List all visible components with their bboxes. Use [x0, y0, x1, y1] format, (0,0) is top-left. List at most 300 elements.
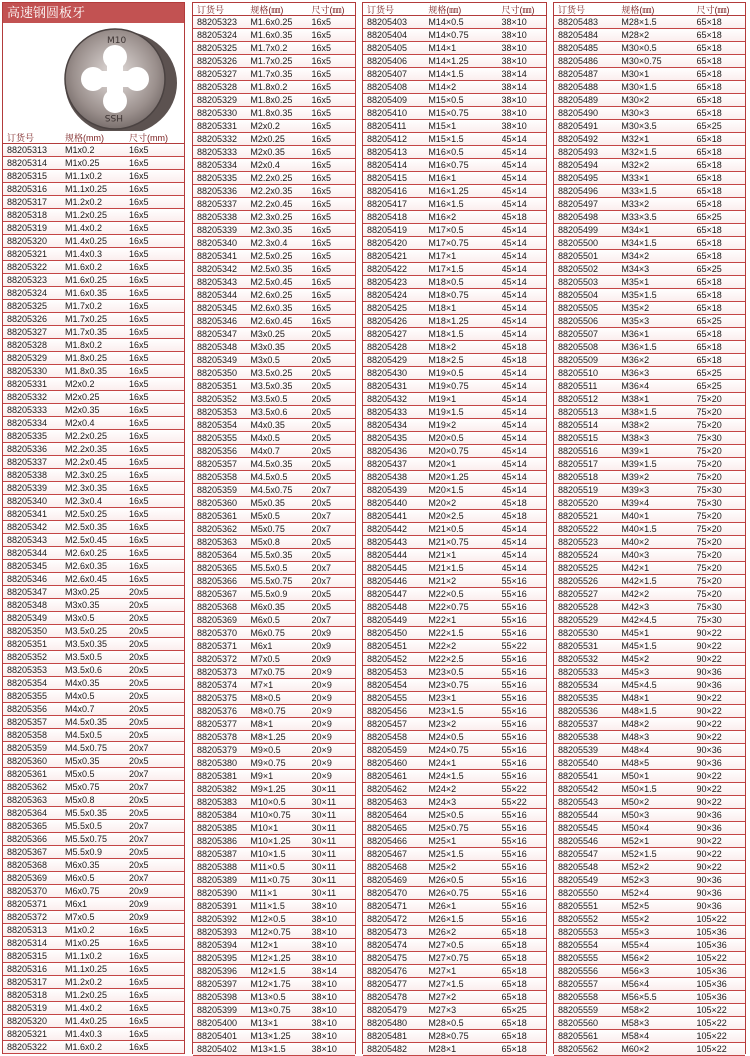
- table-row: [363, 120, 546, 133]
- cell-spec: M26×2: [428, 927, 457, 937]
- table-row: [193, 549, 355, 562]
- cell-size: 20x5: [311, 472, 332, 482]
- table-row: [554, 653, 745, 666]
- cell-size: 65×18: [696, 30, 722, 40]
- cell-spec: M23×1: [428, 693, 457, 703]
- cell-spec: M5x0.35: [65, 756, 100, 766]
- cell-spec: M18×0.75: [428, 290, 469, 300]
- cell-spec: M45×3: [621, 667, 650, 677]
- cell-code: 88205414: [367, 160, 408, 170]
- cell-size: 90×22: [696, 654, 722, 664]
- cell-code: 88205554: [558, 940, 599, 950]
- cell-size: 20x5: [129, 860, 149, 870]
- cell-spec: M20×2: [428, 498, 457, 508]
- table-body-3: [363, 16, 546, 1056]
- cell-spec: M50×3: [621, 810, 650, 820]
- cell-size: 75×30: [696, 485, 722, 495]
- cell-size: 16x5: [129, 405, 149, 415]
- cell-spec: M39×1.5: [621, 459, 657, 469]
- cell-spec: M5x0.5: [250, 511, 280, 521]
- table-row: [363, 159, 546, 172]
- cell-code: 88205333: [7, 405, 48, 415]
- table-row: [554, 328, 745, 341]
- cell-code: 88205474: [367, 940, 408, 950]
- cell-spec: M1.6x0.35: [250, 30, 293, 40]
- cell-size: 16x5: [311, 316, 332, 326]
- cell-size: 16x5: [311, 69, 332, 79]
- cell-size: 45×14: [501, 407, 527, 417]
- cell-code: 88205362: [197, 524, 238, 534]
- cell-spec: M24×0.5: [428, 732, 464, 742]
- table-row: [363, 523, 546, 536]
- table-row: [3, 742, 184, 755]
- cell-spec: M12×1.75: [250, 979, 291, 989]
- table-row: [554, 120, 745, 133]
- table-row: [363, 952, 546, 965]
- cell-spec: M39×3: [621, 485, 650, 495]
- header-code: 订货号: [558, 4, 586, 15]
- cell-spec: M12×1.25: [250, 953, 291, 963]
- cell-size: 20x7: [311, 485, 332, 495]
- table-row: [554, 536, 745, 549]
- header-size: 尺寸(㎜): [696, 4, 730, 15]
- cell-size: 38×10: [501, 43, 527, 53]
- table-row: [554, 770, 745, 783]
- cell-size: 65×18: [696, 329, 722, 339]
- table-body-4: [554, 16, 745, 1056]
- cell-size: 55×16: [501, 602, 527, 612]
- table-row: [363, 81, 546, 94]
- cell-size: 16x5: [129, 574, 149, 584]
- cell-spec: M8×1: [250, 719, 274, 729]
- cell-code: 88205345: [197, 303, 238, 313]
- cell-code: 88205511: [558, 381, 598, 391]
- cell-code: 88205433: [367, 407, 408, 417]
- cell-size: 75×30: [696, 433, 722, 443]
- cell-spec: M1.6x0.2: [65, 262, 103, 272]
- table-row: [554, 1043, 745, 1056]
- cell-code: 88205500: [558, 238, 599, 248]
- cell-spec: M28×1: [428, 1044, 457, 1054]
- table-row: [363, 614, 546, 627]
- cell-spec: M25×0.5: [428, 810, 464, 820]
- cell-size: 38×14: [501, 69, 527, 79]
- table-row: [3, 872, 184, 885]
- cell-code: 88205522: [558, 524, 599, 534]
- cell-size: 16x5: [129, 1016, 149, 1026]
- cell-spec: M1.4x0.25: [65, 1016, 108, 1026]
- cell-code: 88205454: [367, 680, 408, 690]
- cell-size: 65×18: [696, 108, 722, 118]
- table-row: [554, 237, 745, 250]
- cell-code: 88205351: [7, 639, 48, 649]
- cell-code: 88205404: [367, 30, 408, 40]
- table-row: [3, 287, 184, 300]
- table-row: [554, 497, 745, 510]
- cell-spec: M33×3.5: [621, 212, 657, 222]
- cell-code: 88205550: [558, 888, 599, 898]
- table-row: [363, 1043, 546, 1056]
- cell-spec: M24×0.75: [428, 745, 469, 755]
- cell-code: 88205457: [367, 719, 408, 729]
- cell-code: 88205354: [197, 420, 238, 430]
- cell-spec: M2.2x0.35: [250, 186, 293, 196]
- cell-size: 65×18: [696, 238, 722, 248]
- cell-size: 16x5: [129, 925, 149, 935]
- cell-spec: M39×4: [621, 498, 650, 508]
- table-row: [193, 16, 355, 29]
- table-row: [363, 497, 546, 510]
- table-row: [554, 744, 745, 757]
- table-row: [363, 549, 546, 562]
- cell-size: 90×36: [696, 758, 722, 768]
- cell-code: 88205527: [558, 589, 599, 599]
- cell-spec: M1.1x0.2: [65, 951, 103, 961]
- cell-spec: M1.2x0.2: [65, 977, 103, 987]
- cell-spec: M1.6x0.25: [250, 17, 293, 27]
- cell-spec: M34×2: [621, 251, 650, 261]
- cell-code: 88205367: [7, 847, 48, 857]
- cell-code: 88205326: [7, 314, 48, 324]
- table-row: [3, 989, 184, 1002]
- cell-size: 55×16: [501, 875, 527, 885]
- cell-spec: M42×1: [621, 563, 650, 573]
- cell-spec: M48×1: [621, 693, 650, 703]
- table-row: [193, 146, 355, 159]
- cell-spec: M21×2: [428, 576, 457, 586]
- table-row: [554, 1017, 745, 1030]
- cell-spec: M1.1x0.25: [65, 184, 108, 194]
- table-row: [363, 978, 546, 991]
- cell-code: 88205526: [558, 576, 599, 586]
- table-row: [3, 729, 184, 742]
- table-row: [363, 42, 546, 55]
- cell-spec: M42×3: [621, 602, 650, 612]
- table-row: [193, 718, 355, 731]
- cell-size: 16x5: [129, 964, 149, 974]
- cell-code: 88205372: [7, 912, 48, 922]
- cell-code: 88205524: [558, 550, 599, 560]
- cell-code: 88205507: [558, 329, 599, 339]
- table-row: [554, 887, 745, 900]
- cell-code: 88205501: [558, 251, 599, 261]
- table-row: [363, 705, 546, 718]
- cell-spec: M18×1.5: [428, 329, 464, 339]
- cell-spec: M36×3: [621, 368, 650, 378]
- cell-code: 88205488: [558, 82, 599, 92]
- table-row: [193, 445, 355, 458]
- cell-code: 88205356: [197, 446, 238, 456]
- table-row: [554, 783, 745, 796]
- cell-spec: M1.6x0.25: [65, 275, 108, 285]
- cell-size: 30×11: [311, 862, 337, 872]
- cell-spec: M48×2: [621, 719, 650, 729]
- table-row: [193, 627, 355, 640]
- cell-spec: M55×4: [621, 940, 650, 950]
- cell-size: 75×20: [696, 537, 722, 547]
- cell-size: 20x9: [311, 654, 332, 664]
- table-row: [193, 198, 355, 211]
- cell-code: 88205475: [367, 953, 408, 963]
- cell-code: 88205379: [197, 745, 238, 755]
- cell-spec: M30×2: [621, 95, 650, 105]
- table-row: [193, 1004, 355, 1017]
- cell-size: 20x5: [311, 394, 332, 404]
- cell-size: 20×9: [311, 706, 332, 716]
- cell-code: 88205327: [197, 69, 238, 79]
- cell-spec: M1.4x0.25: [65, 236, 108, 246]
- cell-spec: M20×1.25: [428, 472, 469, 482]
- cell-spec: M12×1.5: [250, 966, 286, 976]
- cell-spec: M2x0.35: [250, 147, 285, 157]
- table-row: [193, 471, 355, 484]
- cell-size: 65×18: [501, 1044, 527, 1054]
- cell-spec: M10×1.5: [250, 849, 286, 859]
- cell-code: 88205323: [197, 17, 238, 27]
- cell-spec: M2.5x0.45: [65, 535, 108, 545]
- cell-size: 75×20: [696, 420, 722, 430]
- cell-size: 16x5: [311, 82, 332, 92]
- cell-size: 20x9: [129, 886, 149, 896]
- cell-code: 88205320: [7, 1016, 48, 1026]
- cell-code: 88205400: [197, 1018, 238, 1028]
- cell-size: 20×9: [311, 771, 332, 781]
- cell-size: 90×22: [696, 771, 722, 781]
- cell-spec: M1.1x0.2: [65, 171, 103, 181]
- table-row: [193, 289, 355, 302]
- table-row: [193, 822, 355, 835]
- table-row: [193, 432, 355, 445]
- table-row: [193, 601, 355, 614]
- cell-spec: M11×0.5: [250, 862, 285, 872]
- table-row: [363, 146, 546, 159]
- table-row: [554, 731, 745, 744]
- cell-size: 55×16: [501, 810, 527, 820]
- cell-size: 55×16: [501, 745, 527, 755]
- cell-spec: M1.8x0.35: [250, 108, 293, 118]
- cell-code: 88205339: [197, 225, 238, 235]
- table-row: [193, 692, 355, 705]
- cell-code: 88205557: [558, 979, 599, 989]
- table-row: [3, 352, 184, 365]
- table-row: [193, 952, 355, 965]
- cell-size: 20x5: [129, 626, 149, 636]
- cell-size: 30×11: [311, 823, 337, 833]
- table-row: [3, 885, 184, 898]
- cell-code: 88205332: [7, 392, 48, 402]
- cell-size: 16x5: [311, 186, 332, 196]
- cell-code: 88205375: [197, 693, 238, 703]
- cell-code: 88205494: [558, 160, 599, 170]
- cell-spec: M26×1.5: [428, 914, 464, 924]
- cell-code: 88205369: [7, 873, 48, 883]
- cell-size: 20x7: [311, 524, 332, 534]
- table-row: [554, 991, 745, 1004]
- cell-code: 88205354: [7, 678, 48, 688]
- table-row: [193, 640, 355, 653]
- table-row: [193, 302, 355, 315]
- cell-spec: M4.5x0.35: [65, 717, 108, 727]
- table-row: [3, 378, 184, 391]
- table-row: [363, 757, 546, 770]
- table-row: [3, 209, 184, 222]
- cell-spec: M21×0.75: [428, 537, 469, 547]
- cell-size: 38×10: [501, 30, 527, 40]
- cell-code: 88205471: [367, 901, 408, 911]
- table-row: [193, 380, 355, 393]
- cell-spec: M4x0.7: [65, 704, 95, 714]
- cell-size: 16x5: [129, 379, 149, 389]
- table-row: [3, 664, 184, 677]
- table-row: [554, 601, 745, 614]
- table-row: [554, 666, 745, 679]
- cell-spec: M2.2x0.25: [65, 431, 108, 441]
- cell-size: 90×36: [696, 745, 722, 755]
- cell-code: 88205456: [367, 706, 408, 716]
- cell-size: 55×16: [501, 914, 527, 924]
- cell-size: 20x7: [129, 743, 149, 753]
- cell-spec: M20×0.5: [428, 433, 464, 443]
- cell-size: 20×9: [311, 719, 332, 729]
- cell-size: 65×18: [696, 160, 722, 170]
- cell-code: 88205380: [197, 758, 238, 768]
- cell-size: 20x5: [129, 613, 149, 623]
- cell-code: 88205377: [197, 719, 238, 729]
- cell-size: 20×9: [311, 680, 332, 690]
- cell-size: 75×20: [696, 550, 722, 560]
- table-row: [363, 224, 546, 237]
- cell-size: 38×10: [311, 979, 337, 989]
- cell-size: 16x5: [129, 392, 149, 402]
- cell-size: 16x5: [129, 1003, 149, 1013]
- cell-spec: M38×3: [621, 433, 650, 443]
- cell-code: 88205357: [197, 459, 238, 469]
- cell-code: 88205561: [558, 1031, 599, 1041]
- cell-code: 88205333: [197, 147, 238, 157]
- cell-code: 88205441: [367, 511, 408, 521]
- cell-spec: M18×2.5: [428, 355, 464, 365]
- cell-code: 88205344: [197, 290, 238, 300]
- cell-code: 88205476: [367, 966, 408, 976]
- cell-spec: M15×1.5: [428, 134, 464, 144]
- cell-spec: M1x0.25: [65, 938, 100, 948]
- cell-size: 45×14: [501, 264, 527, 274]
- cell-size: 65×18: [696, 134, 722, 144]
- cell-code: 88205392: [197, 914, 238, 924]
- cell-spec: M24×1: [428, 758, 457, 768]
- table-row: [3, 417, 184, 430]
- cell-spec: M42×1.5: [621, 576, 657, 586]
- cell-code: 88205532: [558, 654, 599, 664]
- cell-spec: M16×0.75: [428, 160, 469, 170]
- cell-size: 16x5: [129, 483, 149, 493]
- cell-spec: M25×1.5: [428, 849, 464, 859]
- cell-code: 88205417: [367, 199, 408, 209]
- cell-size: 65×25: [696, 368, 722, 378]
- cell-spec: M10×1: [250, 823, 279, 833]
- cell-code: 88205516: [558, 446, 599, 456]
- cell-code: 88205326: [197, 56, 238, 66]
- table-row: [193, 315, 355, 328]
- cell-size: 55×16: [501, 667, 527, 677]
- cell-code: 88205407: [367, 69, 408, 79]
- cell-code: 88205390: [197, 888, 238, 898]
- table-row: [193, 1030, 355, 1043]
- cell-size: 55×22: [501, 641, 527, 651]
- table-row: [554, 965, 745, 978]
- cell-code: 88205416: [367, 186, 408, 196]
- cell-code: 88205551: [558, 901, 599, 911]
- cell-size: 38×10: [311, 901, 337, 911]
- cell-size: 75×20: [696, 576, 722, 586]
- cell-code: 88205529: [558, 615, 599, 625]
- cell-spec: M28×0.75: [428, 1031, 469, 1041]
- cell-size: 75×20: [696, 459, 722, 469]
- header-spec: 规格(mm): [65, 132, 104, 143]
- cell-spec: M8×0.75: [250, 706, 286, 716]
- table-row: [3, 716, 184, 729]
- cell-size: 65×18: [696, 290, 722, 300]
- cell-size: 55×16: [501, 901, 527, 911]
- table-row: [363, 1004, 546, 1017]
- table-row: [363, 263, 546, 276]
- cell-size: 65×18: [696, 17, 722, 27]
- cell-spec: M13×1: [250, 1018, 279, 1028]
- cell-size: 75×30: [696, 602, 722, 612]
- cell-spec: M3x0.25: [65, 587, 100, 597]
- cell-size: 20×9: [311, 758, 332, 768]
- cell-spec: M2.3x0.35: [65, 483, 108, 493]
- table-row: [554, 432, 745, 445]
- cell-spec: M15×1: [428, 121, 457, 131]
- cell-code: 88205346: [7, 574, 48, 584]
- cell-code: 88205350: [197, 368, 238, 378]
- cell-code: 88205544: [558, 810, 599, 820]
- cell-code: 88205353: [197, 407, 238, 417]
- cell-code: 88205408: [367, 82, 408, 92]
- cell-size: 20×9: [311, 745, 332, 755]
- cell-size: 90×22: [696, 719, 722, 729]
- cell-code: 88205365: [197, 563, 238, 573]
- cell-code: 88205348: [197, 342, 238, 352]
- cell-spec: M6x0.35: [250, 602, 285, 612]
- table-row: [363, 94, 546, 107]
- cell-size: 20x5: [129, 665, 149, 675]
- cell-code: 88205368: [197, 602, 238, 612]
- table-row: [3, 222, 184, 235]
- table-row: [193, 562, 355, 575]
- cell-size: 20x5: [311, 420, 332, 430]
- cell-size: 20x9: [129, 899, 149, 909]
- cell-code: 88205533: [558, 667, 599, 677]
- cell-spec: M21×1.5: [428, 563, 464, 573]
- cell-size: 45×14: [501, 251, 527, 261]
- cell-code: 88205328: [197, 82, 238, 92]
- cell-code: 88205334: [7, 418, 48, 428]
- cell-size: 55×16: [501, 758, 527, 768]
- table-row: [193, 978, 355, 991]
- cell-size: 55×16: [501, 771, 527, 781]
- cell-size: 55×22: [501, 784, 527, 794]
- table-row: [193, 796, 355, 809]
- cell-code: 88205514: [558, 420, 599, 430]
- cell-spec: M2x0.4: [65, 418, 95, 428]
- cell-size: 55×16: [501, 628, 527, 638]
- cell-code: 88205339: [7, 483, 48, 493]
- cell-code: 88205489: [558, 95, 599, 105]
- table-row: [3, 651, 184, 664]
- table-row: [3, 768, 184, 781]
